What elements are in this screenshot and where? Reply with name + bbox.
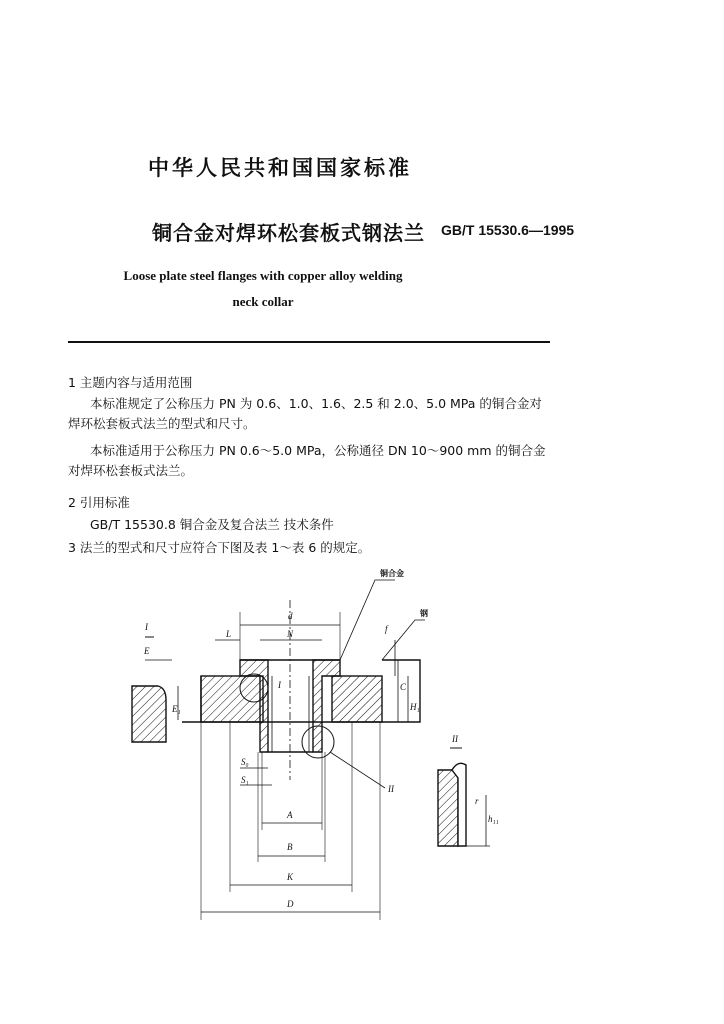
label-detail-ii-callout: II xyxy=(388,784,394,794)
label-r: r xyxy=(475,796,479,806)
label-c: C xyxy=(400,682,407,692)
label-n: N xyxy=(287,629,294,639)
standard-number: GB/T 15530.6—1995 xyxy=(441,222,575,238)
label-e1: E₁ xyxy=(172,704,181,714)
label-detail-i-callout: I xyxy=(278,680,281,690)
english-title: Loose plate steel flanges with copper alloy welding neck collar xyxy=(123,268,403,309)
label-copper-alloy: 铜合金 xyxy=(380,569,404,578)
document-title: 铜合金对焊环松套板式钢法兰 xyxy=(152,221,425,245)
label-d-outer: D xyxy=(287,899,294,909)
label-e: E xyxy=(144,646,150,656)
steel-plate-left xyxy=(201,676,263,722)
label-s0: S₀ xyxy=(241,757,249,767)
label-d: d xyxy=(288,611,293,621)
steel-plate-right xyxy=(332,676,382,722)
section-3-heading: 3 法兰的型式和尺寸应符合下图及表 1～表 6 的规定。 xyxy=(68,540,371,555)
label-f: f xyxy=(385,624,388,634)
detail-ii-steel xyxy=(438,770,458,846)
label-k: K xyxy=(287,872,294,882)
label-l: L xyxy=(226,629,232,639)
section-1-paragraph-1: 本标准规定了公称压力 PN 为 0.6、1.0、1.6、2.5 和 2.0、5.0 MPa 的铜合金对焊环松套板式法兰的型式和尺寸。 xyxy=(68,396,542,431)
national-standard-header: 中华人民共和国国家标准 xyxy=(148,156,412,180)
section-2-heading: 2 引用标准 xyxy=(68,495,130,510)
label-steel: 钢 xyxy=(420,609,428,618)
label-s1: S₁ xyxy=(241,775,249,785)
label-a: A xyxy=(287,810,293,820)
detail-i-section xyxy=(132,686,166,742)
section-2-reference: GB/T 15530.8 铜合金及复合法兰 技术条件 xyxy=(90,517,334,532)
label-h1: H₁ xyxy=(410,702,420,712)
section-1-paragraph-2: 本标准适用于公称压力 PN 0.6～5.0 MPa，公称通径 DN 10～900 mm 的铜合金对焊环松套板式法兰。 xyxy=(68,443,546,478)
section-1-heading: 1 主题内容与适用范围 xyxy=(68,375,193,390)
label-detail-i: I xyxy=(145,622,148,632)
label-b: B xyxy=(287,842,293,852)
label-h: h₁₁ xyxy=(488,814,499,824)
label-detail-ii: II xyxy=(452,734,458,744)
